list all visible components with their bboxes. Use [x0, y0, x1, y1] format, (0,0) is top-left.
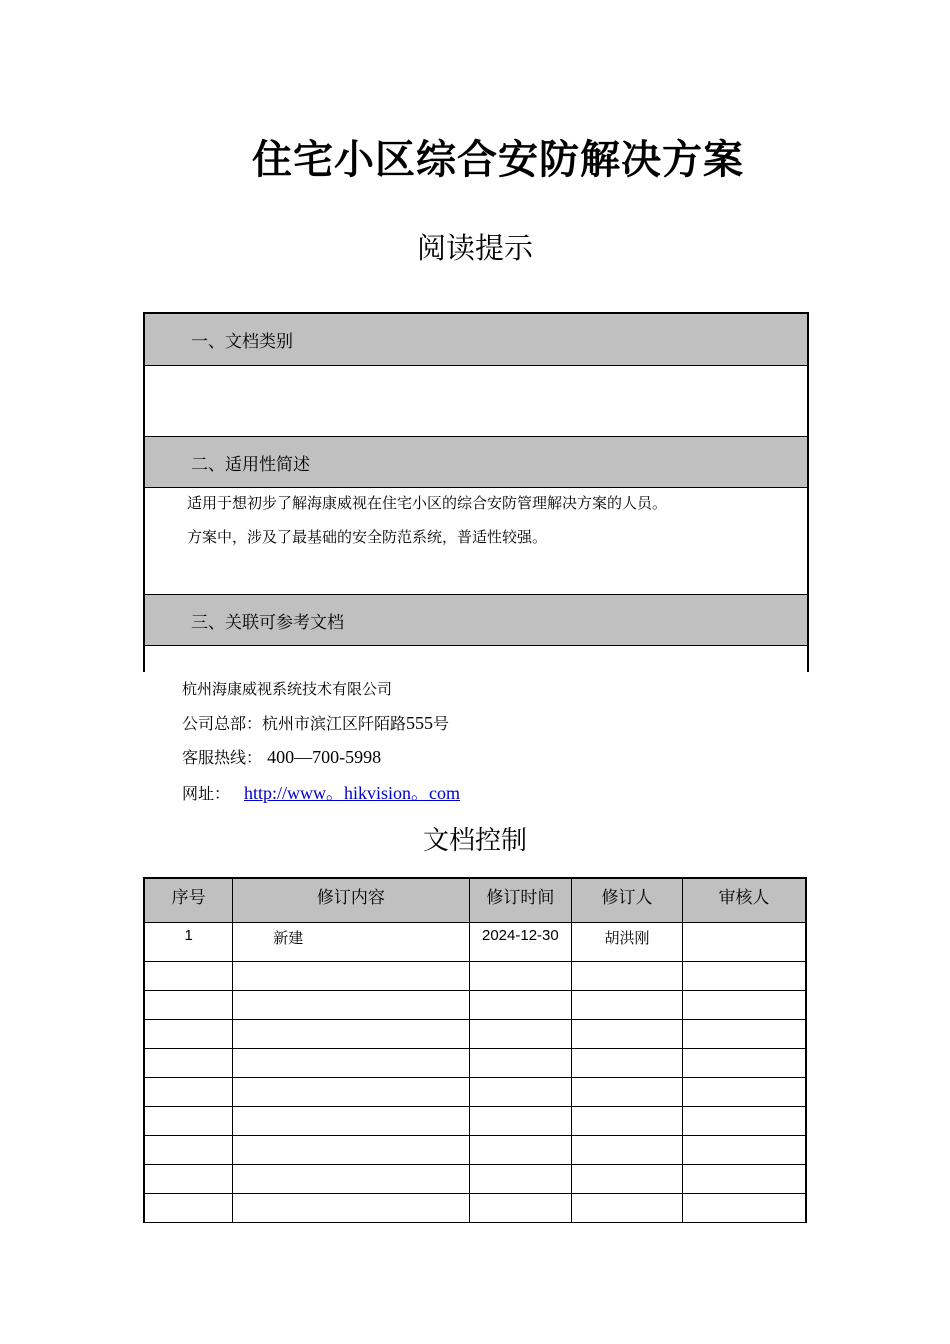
website-link[interactable]: http://www。hikvision。com — [244, 783, 461, 803]
table-row — [144, 923, 806, 962]
cell-reviser — [572, 1078, 683, 1107]
cell-content — [233, 1078, 469, 1107]
cell-seq — [144, 1049, 233, 1078]
section-body-applicability — [145, 488, 807, 594]
header-reviser: 修订人 — [572, 878, 683, 923]
table-row — [144, 1136, 806, 1165]
cell-reviewer — [682, 1165, 806, 1194]
table-row — [144, 1078, 806, 1107]
company-website — [182, 779, 460, 805]
cell-time — [469, 1107, 572, 1136]
cell-time — [469, 1194, 572, 1223]
cell-seq — [144, 962, 233, 991]
cell-reviser — [572, 991, 683, 1020]
section-heading-related-docs: 三、关联可参考文档 — [145, 594, 807, 646]
cell-seq — [144, 1078, 233, 1107]
address-number: 555 — [406, 713, 434, 733]
company-name: 杭州海康威视系统技术有限公司 — [182, 680, 393, 698]
cell-time — [469, 1020, 572, 1049]
cell-seq — [144, 1165, 233, 1194]
cell-reviewer — [682, 1049, 806, 1078]
table-header-row — [144, 878, 806, 923]
cell-reviser — [572, 1165, 683, 1194]
cell-content — [233, 1194, 469, 1223]
header-time: 修订时间 — [469, 878, 572, 923]
cell-reviewer — [682, 962, 806, 991]
reading-tips-box — [143, 312, 809, 672]
table-row — [144, 991, 806, 1020]
cell-content — [233, 991, 469, 1020]
hotline-value: 400—700-5998 — [267, 747, 382, 767]
address-suffix: 号 — [433, 714, 450, 733]
cell-seq: 1 — [144, 923, 233, 962]
cell-reviewer — [682, 923, 806, 962]
cell-content — [233, 1020, 469, 1049]
cell-seq — [144, 991, 233, 1020]
cell-content — [233, 1049, 469, 1078]
section-body-related-docs — [145, 646, 807, 674]
cell-reviser — [572, 962, 683, 991]
cell-reviser — [572, 1049, 683, 1078]
cell-content — [233, 1165, 469, 1194]
table-row — [144, 962, 806, 991]
cell-seq — [144, 1194, 233, 1223]
section-heading-applicability: 二、适用性简述 — [145, 436, 807, 488]
cell-content — [233, 1136, 469, 1165]
section-heading-doc-category: 一、文档类别 — [145, 314, 807, 366]
header-seq: 序号 — [144, 878, 233, 923]
table-row — [144, 1020, 806, 1049]
applicability-line-1: 适用于想初步了解海康威视在住宅小区的综合安防管理解决方案的人员。 — [187, 494, 668, 512]
cell-time — [469, 1136, 572, 1165]
company-hotline — [182, 745, 381, 768]
cell-reviewer — [682, 1107, 806, 1136]
cell-time — [469, 1165, 572, 1194]
doc-control-heading: 文档控制 — [422, 826, 527, 856]
cell-time — [469, 1049, 572, 1078]
cell-reviewer — [682, 1078, 806, 1107]
header-content: 修订内容 — [233, 878, 469, 923]
section-body-doc-category — [145, 366, 807, 436]
table-row — [144, 1107, 806, 1136]
cell-reviser — [572, 1020, 683, 1049]
cell-reviser — [572, 1194, 683, 1223]
cell-time — [469, 1078, 572, 1107]
cell-content — [233, 962, 469, 991]
cell-reviewer — [682, 1020, 806, 1049]
cell-reviser — [572, 1107, 683, 1136]
cell-time: 2024-12-30 — [469, 923, 572, 962]
header-reviewer: 审核人 — [682, 878, 806, 923]
cell-content — [233, 1107, 469, 1136]
cell-seq — [144, 1136, 233, 1165]
cell-time — [469, 991, 572, 1020]
cell-reviewer — [682, 991, 806, 1020]
cell-reviser: 胡洪刚 — [572, 923, 683, 962]
cell-reviewer — [682, 1136, 806, 1165]
cell-seq — [144, 1020, 233, 1049]
cell-seq — [144, 1107, 233, 1136]
cell-content: 新建 — [233, 923, 469, 962]
website-label: 网址： — [182, 784, 231, 803]
hotline-label: 客服热线： — [182, 748, 263, 767]
cell-reviser — [572, 1136, 683, 1165]
cell-time — [469, 962, 572, 991]
revision-table — [143, 877, 807, 1223]
table-row — [144, 1165, 806, 1194]
applicability-line-2: 方案中，涉及了最基础的安全防范系统，普适性较强。 — [187, 528, 548, 546]
table-body — [144, 923, 806, 1223]
company-address — [182, 711, 449, 734]
reading-tips-heading: 阅读提示 — [416, 231, 533, 265]
address-label: 公司总部：杭州市滨江区阡陌路 — [182, 714, 407, 733]
document-title: 住宅小区综合安防解决方案 — [252, 137, 744, 183]
table-row — [144, 1194, 806, 1223]
cell-reviewer — [682, 1194, 806, 1223]
table-row — [144, 1049, 806, 1078]
